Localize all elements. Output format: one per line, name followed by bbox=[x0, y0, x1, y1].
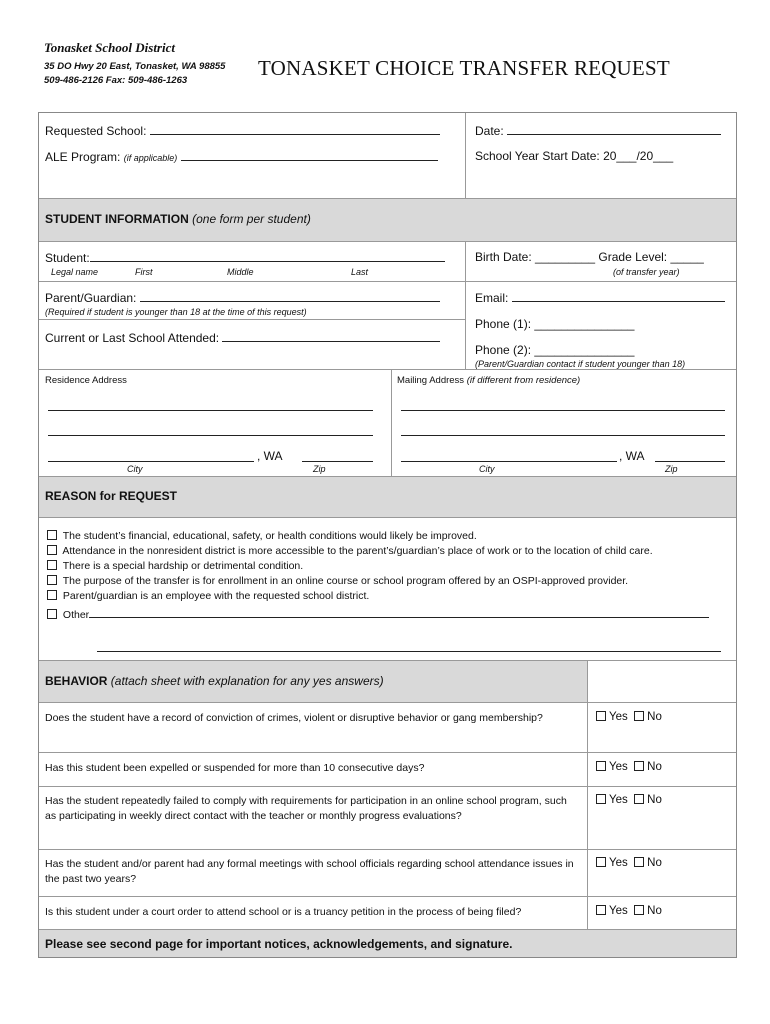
mailing-city-caption: City bbox=[479, 464, 495, 474]
other-reason-field[interactable] bbox=[89, 606, 709, 618]
mailing-label: Mailing Address bbox=[397, 375, 465, 386]
checkbox-icon[interactable] bbox=[47, 530, 57, 540]
letterhead bbox=[44, 40, 225, 88]
footer-text: Please see second page for important notices, acknowledgements, and signature. bbox=[45, 937, 513, 951]
behavior-title: BEHAVIOR bbox=[45, 674, 108, 688]
footer-note bbox=[39, 930, 736, 957]
checkbox-icon[interactable] bbox=[596, 857, 606, 867]
reason-title: REASON for REQUEST bbox=[45, 489, 178, 503]
email-field[interactable] bbox=[512, 290, 725, 302]
last-caption: Last bbox=[351, 267, 369, 277]
requested-school-field[interactable] bbox=[150, 123, 440, 135]
reason-item[interactable]: Parent/guardian is an employee with the requested school district. bbox=[47, 590, 369, 602]
mailing-zip-caption: Zip bbox=[665, 464, 678, 474]
student-name-field[interactable] bbox=[90, 250, 445, 262]
checkbox-icon[interactable] bbox=[47, 575, 57, 585]
reason-item[interactable]: There is a special hardship or detrimental condition. bbox=[47, 560, 303, 572]
reason-list bbox=[39, 518, 736, 661]
mailing-city-line[interactable] bbox=[401, 461, 617, 462]
mailing-state: , WA bbox=[619, 449, 645, 463]
checkbox-icon[interactable] bbox=[47, 590, 57, 600]
other-reason-line-2[interactable] bbox=[97, 651, 721, 652]
mailing-note: (if different from residence) bbox=[466, 375, 581, 386]
current-school-label: Current or Last School Attended: bbox=[45, 331, 220, 345]
reason-heading bbox=[39, 477, 736, 518]
student-row bbox=[39, 242, 736, 282]
student-info-note: (one form per student) bbox=[192, 212, 311, 226]
residence-label: Residence Address bbox=[45, 375, 127, 386]
parent-note: (Required if student is younger than 18 at the time of this request) bbox=[45, 307, 307, 317]
checkbox-icon[interactable] bbox=[634, 905, 644, 915]
checkbox-icon[interactable] bbox=[634, 857, 644, 867]
date-field[interactable] bbox=[507, 123, 721, 135]
behavior-question: Has the student repeatedly failed to comply with requirements for participation in an online school program, such as participating in weekly direct contact with the teacher or monthly progress evaluations? Yes No bbox=[39, 787, 736, 850]
first-caption: First bbox=[135, 267, 153, 277]
parent-field[interactable] bbox=[140, 290, 440, 302]
parent-label: Parent/Guardian: bbox=[45, 291, 137, 305]
birth-grade-field[interactable]: Birth Date: _________ Grade Level: _____ bbox=[475, 250, 704, 264]
current-school-field[interactable] bbox=[222, 330, 440, 342]
form-title: TONASKET CHOICE TRANSFER REQUEST bbox=[258, 56, 670, 80]
behavior-question: Is this student under a court order to attend school or is a truancy petition in the process of being filed? Yes No bbox=[39, 897, 736, 930]
student-label: Student: bbox=[45, 251, 90, 265]
ale-program-label: ALE Program: bbox=[45, 150, 121, 164]
mailing-line-2[interactable] bbox=[401, 435, 725, 436]
phone1-field[interactable]: Phone (1): _______________ bbox=[475, 317, 635, 331]
checkbox-icon[interactable] bbox=[634, 711, 644, 721]
behavior-question: Does the student have a record of conviction of crimes, violent or disruptive behavior or gang membership? Yes No bbox=[39, 703, 736, 753]
behavior-question: Has this student been expelled or suspended for more than 10 consecutive days? Yes No bbox=[39, 753, 736, 787]
ale-program-note: (if applicable) bbox=[123, 153, 178, 163]
district-phones: 509-486-2126 Fax: 509-486-1263 bbox=[44, 75, 188, 86]
checkbox-icon[interactable] bbox=[634, 761, 644, 771]
residence-state: , WA bbox=[257, 449, 283, 463]
checkbox-icon[interactable] bbox=[47, 609, 57, 619]
mailing-zip-line[interactable] bbox=[655, 461, 725, 462]
email-label: Email: bbox=[475, 291, 509, 305]
district-name: Tonasket School District bbox=[44, 40, 175, 55]
reason-item[interactable]: The student’s financial, educational, safety, or health conditions would likely be improved. bbox=[47, 530, 477, 542]
phone2-field[interactable]: Phone (2): _______________ bbox=[475, 343, 635, 357]
date-label: Date: bbox=[475, 124, 504, 138]
checkbox-icon[interactable] bbox=[596, 794, 606, 804]
residence-city-caption: City bbox=[127, 464, 143, 474]
student-info-heading bbox=[39, 199, 736, 242]
reason-item[interactable]: Attendance in the nonresident district is more accessible to the parent’s/guardian’s place of work or to the location of child care. bbox=[47, 545, 653, 557]
phone-note: (Parent/Guardian contact if student younger than 18) bbox=[475, 359, 686, 369]
behavior-question: Has the student and/or parent had any formal meetings with school officials regarding school attendance issues in the past two years? Yes No bbox=[39, 850, 736, 897]
residence-city-line[interactable] bbox=[48, 461, 254, 462]
requested-school-label: Requested School: bbox=[45, 124, 147, 138]
reason-item-other[interactable]: Other bbox=[47, 606, 709, 621]
ale-program-field[interactable] bbox=[181, 149, 438, 161]
checkbox-icon[interactable] bbox=[47, 560, 57, 570]
student-info-title: STUDENT INFORMATION bbox=[45, 212, 189, 226]
address-row bbox=[39, 370, 736, 477]
checkbox-icon[interactable] bbox=[596, 905, 606, 915]
checkbox-icon[interactable] bbox=[634, 794, 644, 804]
residence-line-2[interactable] bbox=[48, 435, 373, 436]
district-address: 35 DO Hwy 20 East, Tonasket, WA 98855 bbox=[44, 61, 226, 72]
parent-row bbox=[39, 282, 736, 370]
reason-item[interactable]: The purpose of the transfer is for enrollment in an online course or school program offered by an OSPI-approved provider. bbox=[47, 575, 628, 587]
residence-line-1[interactable] bbox=[48, 410, 373, 411]
checkbox-icon[interactable] bbox=[596, 711, 606, 721]
checkbox-icon[interactable] bbox=[596, 761, 606, 771]
mailing-line-1[interactable] bbox=[401, 410, 725, 411]
behavior-heading bbox=[39, 661, 736, 703]
residence-zip-line[interactable] bbox=[302, 461, 373, 462]
checkbox-icon[interactable] bbox=[47, 545, 57, 555]
residence-zip-caption: Zip bbox=[313, 464, 326, 474]
behavior-note: (attach sheet with explanation for any yes answers) bbox=[110, 674, 384, 688]
transfer-year-caption: (of transfer year) bbox=[613, 267, 680, 277]
middle-caption: Middle bbox=[227, 267, 254, 277]
school-section bbox=[39, 113, 736, 199]
legal-name-caption: Legal name bbox=[51, 267, 99, 277]
school-year-field[interactable]: School Year Start Date: 20___/20___ bbox=[475, 149, 674, 163]
transfer-form bbox=[38, 112, 737, 958]
